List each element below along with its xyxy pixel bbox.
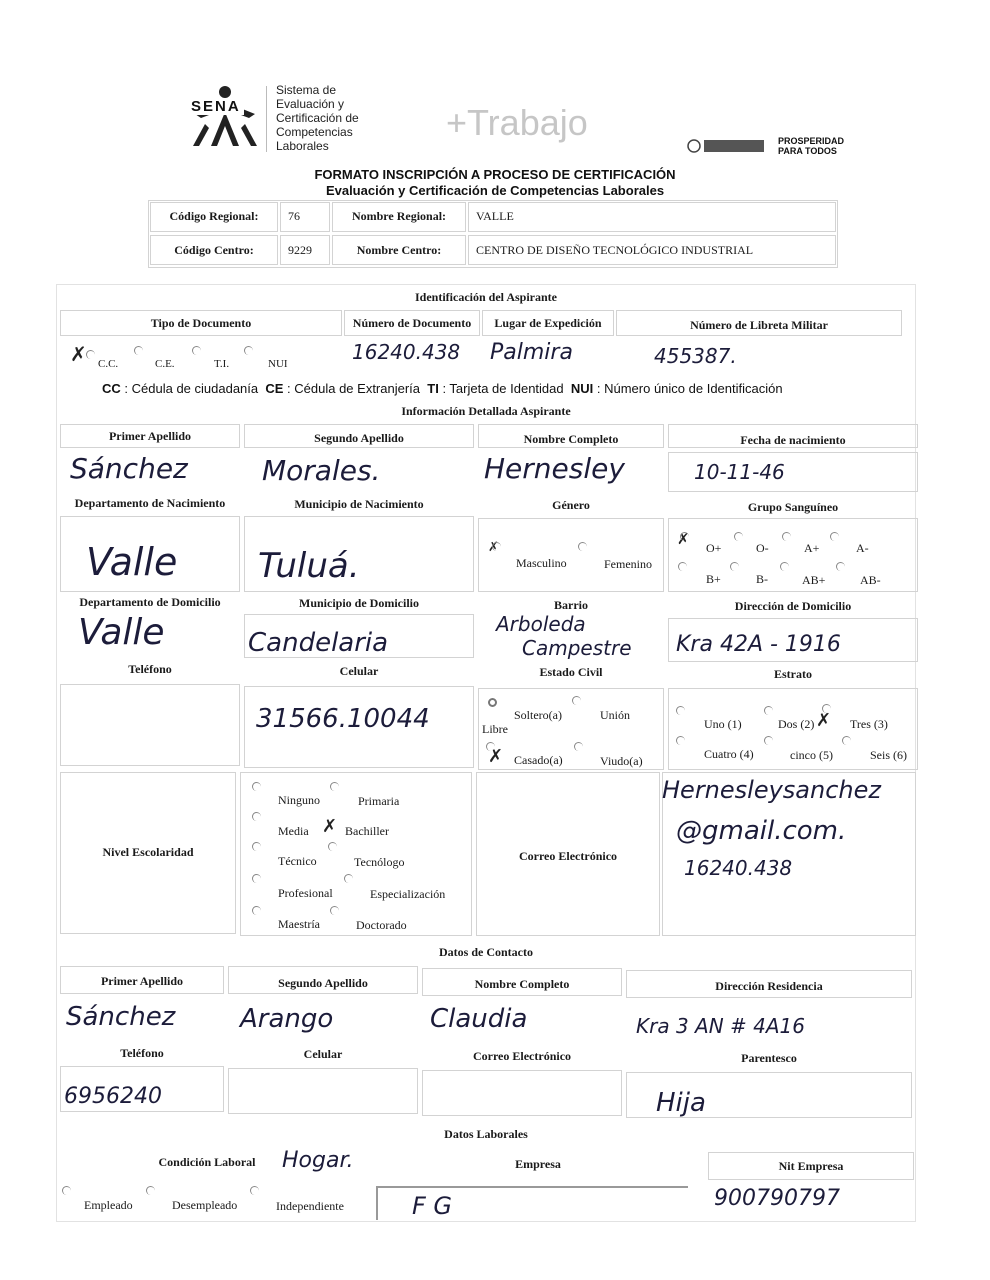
- contacto-segundo-apellido-value: Arango: [240, 1004, 334, 1034]
- sistema-logo-text: [276, 83, 359, 153]
- genero-label: Género: [552, 498, 590, 512]
- depto-nacimiento-label: Departamento de Nacimiento: [74, 496, 226, 510]
- barrio-value-line2: Campestre: [522, 636, 632, 660]
- legend-ti-text: : Tarjeta de Identidad: [442, 381, 564, 396]
- sangre-radio[interactable]: [678, 562, 687, 571]
- checked-mark-icon: ✗: [677, 530, 690, 548]
- laborales-section-title: Datos Laborales: [444, 1127, 528, 1141]
- estado-radio-union[interactable]: [572, 696, 581, 705]
- estado-radio-casado[interactable]: [486, 742, 495, 751]
- depto-nacimiento-value: Valle: [86, 540, 178, 584]
- nombre-centro-value: CENTRO DE DISEÑO TECNOLÓGICO INDUSTRIAL: [476, 243, 754, 257]
- escolaridad-option-label: Doctorado: [356, 918, 407, 932]
- estado-libre-label: Libre: [482, 722, 508, 736]
- nombre-completo-label: Nombre Completo: [523, 432, 619, 446]
- laboral-option-label: Empleado: [84, 1198, 133, 1212]
- codigo-regional-label: Código Regional:: [169, 209, 259, 223]
- codigo-centro-label: Código Centro:: [174, 243, 254, 257]
- estrato-radio[interactable]: [764, 706, 773, 715]
- municipio-nacimiento-value: Tuluá.: [258, 546, 360, 586]
- correo-value-line1: Hernesleysanchez: [662, 776, 881, 804]
- checked-mark-icon: ✗: [488, 540, 499, 555]
- contacto-section-title: Datos de Contacto: [439, 945, 533, 959]
- legend-cc-abbr: CC: [102, 381, 121, 396]
- sistema-line: Sistema de: [276, 83, 337, 97]
- grupo-sanguineo-label: Grupo Sanguíneo: [747, 500, 839, 514]
- estado-casado-label: Casado(a): [514, 753, 563, 767]
- estado-civil-label: Estado Civil: [539, 665, 603, 679]
- legend-ce-text: : Cédula de Extranjería: [287, 381, 421, 396]
- sistema-line: Evaluación y: [276, 97, 345, 111]
- doc-option-label: C.C.: [98, 358, 119, 370]
- identificacion-section-title: Identificación del Aspirante: [414, 290, 557, 304]
- estado-viudo-label: Viudo(a): [600, 754, 643, 768]
- cell: [228, 1068, 418, 1114]
- contacto-telefono-value: 6956240: [64, 1084, 162, 1109]
- sangre-option-label: B-: [756, 572, 768, 586]
- estrato-option-label: Seis (6): [870, 748, 907, 762]
- escolaridad-radio[interactable]: [344, 874, 353, 883]
- empresa-label: Empresa: [515, 1157, 561, 1171]
- checked-mark-icon: ✗: [816, 710, 832, 731]
- sangre-radio[interactable]: [782, 532, 791, 541]
- cell: [60, 684, 240, 766]
- escolaridad-option-label: Especialización: [370, 887, 446, 901]
- primer-apellido-label: Primer Apellido: [108, 429, 192, 443]
- lugar-expedicion-value: Palmira: [490, 340, 573, 365]
- contacto-segundo-apellido-label: Segundo Apellido: [278, 976, 368, 990]
- escolaridad-radio[interactable]: [252, 782, 261, 791]
- sena-logo-text: SENA: [188, 98, 244, 115]
- doc-option-label: C.E.: [155, 358, 175, 370]
- estrato-option-label: Dos (2): [778, 717, 815, 731]
- sangre-option-label: O+: [706, 541, 722, 555]
- genero-option-label: Femenino: [604, 557, 652, 571]
- government-seal: [686, 138, 766, 154]
- escolaridad-radio[interactable]: [252, 842, 261, 851]
- estrato-radio[interactable]: [822, 704, 831, 713]
- numero-documento-value: 16240.438: [352, 340, 461, 364]
- segundo-apellido-label: Segundo Apellido: [314, 431, 404, 445]
- cell: [468, 202, 836, 232]
- condicion-laboral-value: Hogar.: [282, 1148, 354, 1173]
- estrato-option-label: Tres (3): [850, 717, 888, 731]
- form-subtitle: Evaluación y Certificación de Competencias Laborales: [325, 183, 665, 198]
- estrato-radio[interactable]: [764, 736, 773, 745]
- libreta-militar-label: Número de Libreta Militar: [690, 318, 828, 332]
- laboral-option-label: Desempleado: [172, 1198, 238, 1212]
- sangre-option-label: AB-: [860, 573, 881, 587]
- doc-option-label: T.I.: [214, 358, 230, 370]
- contacto-telefono-label: Teléfono: [120, 1046, 164, 1060]
- legend-nui-abbr: NUI: [570, 381, 594, 396]
- laboral-radio-empleado[interactable]: [62, 1186, 71, 1195]
- correo-value-line2: @gmail.com.: [676, 816, 847, 846]
- libreta-militar-value: 455387.: [654, 344, 737, 368]
- escolaridad-radio[interactable]: [252, 874, 261, 883]
- nit-empresa-value: 900790797: [714, 1186, 840, 1211]
- contacto-parentesco-value: Hija: [656, 1088, 706, 1118]
- contacto-direccion-value: Kra 3 AN # 4A16: [636, 1014, 806, 1038]
- genero-radio-masculino[interactable]: [492, 542, 501, 551]
- escolaridad-option-label: Ninguno: [278, 793, 320, 807]
- escolaridad-option-label: Maestría: [278, 917, 320, 931]
- trabajo-logo: +Trabajo: [446, 102, 588, 143]
- escolaridad-option-label: Tecnólogo: [354, 855, 405, 869]
- fecha-nacimiento-label: Fecha de nacimiento: [740, 433, 846, 447]
- escolaridad-option-label: Bachiller: [345, 824, 389, 838]
- detalle-section-title: Información Detallada Aspirante: [401, 404, 571, 418]
- nombre-regional-label: Nombre Regional:: [351, 209, 447, 223]
- checked-mark-icon: ✗: [322, 816, 338, 837]
- doc-radio-cc[interactable]: [86, 350, 95, 359]
- escolaridad-radio[interactable]: [252, 812, 261, 821]
- escolaridad-option-label: Profesional: [278, 886, 333, 900]
- sangre-option-label: A+: [804, 541, 820, 555]
- contacto-direccion-label: Dirección Residencia: [715, 979, 823, 993]
- primer-apellido-value: Sánchez: [70, 452, 188, 485]
- estrato-radio[interactable]: [842, 736, 851, 745]
- municipio-nacimiento-label: Municipio de Nacimiento: [294, 497, 424, 511]
- barrio-value-line1: Arboleda: [496, 612, 586, 636]
- numero-documento-label: Número de Documento: [352, 316, 472, 330]
- sangre-radio[interactable]: [780, 562, 789, 571]
- sangre-radio[interactable]: [830, 532, 839, 541]
- doc-option-label: NUI: [268, 358, 288, 370]
- telefono-label: Teléfono: [128, 662, 172, 676]
- escolaridad-option-label: Media: [278, 824, 309, 838]
- sangre-option-label: AB+: [802, 573, 826, 587]
- legend-nui-text: : Número único de Identificación: [596, 381, 783, 396]
- sangre-radio[interactable]: [734, 532, 743, 541]
- correo-label: Correo Electrónico: [518, 849, 618, 863]
- condicion-laboral-label: Condición Laboral: [158, 1155, 256, 1169]
- estrato-option-label: Uno (1): [704, 717, 742, 731]
- estado-soltero-label: Soltero(a): [514, 708, 562, 722]
- legend-ti-abbr: TI: [427, 381, 439, 396]
- genero-option-label: Masculino: [516, 556, 567, 570]
- segundo-apellido-value: Morales.: [262, 454, 381, 487]
- legend-ce-abbr: CE: [265, 381, 284, 396]
- nombre-centro-label: Nombre Centro:: [356, 243, 442, 257]
- contacto-primer-apellido-value: Sánchez: [66, 1002, 176, 1032]
- sistema-line: Competencias: [276, 125, 353, 139]
- contacto-celular-label: Celular: [303, 1047, 343, 1061]
- escolaridad-radio[interactable]: [252, 906, 261, 915]
- cell: [240, 772, 472, 936]
- legend-cc-text: : Cédula de ciudadanía: [124, 381, 259, 396]
- tipo-documento-label: Tipo de Documento: [150, 316, 252, 330]
- laboral-radio-desempleado[interactable]: [146, 1186, 155, 1195]
- laboral-radio-independiente[interactable]: [250, 1186, 259, 1195]
- nit-empresa-label: Nit Empresa: [778, 1159, 844, 1173]
- estrato-option-label: Cuatro (4): [704, 747, 754, 761]
- cell: [478, 518, 664, 592]
- estrato-radio[interactable]: [676, 736, 685, 745]
- sangre-option-label: A-: [856, 541, 869, 555]
- doc-radio-nui[interactable]: [244, 346, 253, 355]
- direccion-domicilio-label: Dirección de Domicilio: [734, 599, 852, 613]
- sistema-line: Laborales: [276, 139, 329, 153]
- estrato-radio[interactable]: [676, 706, 685, 715]
- empresa-value: F G: [412, 1192, 453, 1220]
- municipio-domicilio-value: Candelaria: [248, 628, 389, 658]
- escolaridad-option-label: Técnico: [278, 854, 317, 868]
- depto-domicilio-value: Valle: [78, 612, 165, 653]
- form-title: FORMATO INSCRIPCIÓN A PROCESO DE CERTIFICACIÓN: [314, 167, 676, 182]
- sangre-option-label: O-: [756, 541, 769, 555]
- celular-label: Celular: [339, 664, 379, 678]
- codigo-centro-value: 9229: [288, 243, 312, 257]
- codigo-regional-value: 76: [288, 209, 300, 223]
- celular-value: 31566.10044: [256, 704, 430, 734]
- barrio-label: Barrio: [554, 598, 588, 612]
- laboral-option-label: Independiente: [276, 1199, 344, 1213]
- nivel-escolaridad-label: Nivel Escolaridad: [102, 845, 194, 859]
- contacto-nombre-completo-value: Claudia: [430, 1004, 528, 1034]
- contacto-parentesco-label: Parentesco: [741, 1051, 797, 1065]
- contacto-primer-apellido-label: Primer Apellido: [100, 974, 184, 988]
- fecha-nacimiento-value: 10-11-46: [694, 460, 785, 484]
- escolaridad-option-label: Primaria: [358, 794, 400, 808]
- sistema-logo-divider: [266, 86, 267, 152]
- sangre-radio[interactable]: [730, 562, 739, 571]
- estado-radio-viudo[interactable]: [574, 742, 583, 751]
- genero-radio-femenino[interactable]: [578, 542, 587, 551]
- sangre-radio[interactable]: [836, 562, 845, 571]
- checked-mark-icon: ✗: [70, 342, 87, 366]
- doc-radio-ti[interactable]: [192, 346, 201, 355]
- document-type-legend: [102, 381, 783, 396]
- sangre-radio[interactable]: [680, 532, 689, 541]
- estado-radio-soltero[interactable]: [488, 698, 497, 707]
- escolaridad-radio[interactable]: [328, 842, 337, 851]
- estado-union-label: Unión: [600, 708, 630, 722]
- escolaridad-radio[interactable]: [330, 906, 339, 915]
- cell: [422, 1070, 622, 1116]
- contacto-nombre-completo-label: Nombre Completo: [474, 977, 570, 991]
- depto-domicilio-label: Departamento de Domicilio: [79, 595, 221, 609]
- contacto-correo-label: Correo Electrónico: [472, 1049, 572, 1063]
- escolaridad-radio[interactable]: [330, 782, 339, 791]
- checked-mark-icon: ✗: [488, 746, 504, 767]
- sistema-line: Certificación de: [276, 111, 359, 125]
- nombre-regional-value: VALLE: [476, 209, 514, 223]
- doc-radio-ce[interactable]: [134, 346, 143, 355]
- sangre-option-label: B+: [706, 572, 721, 586]
- nombre-completo-value: Hernesley: [484, 452, 625, 485]
- correo-value-line3: 16240.438: [684, 856, 793, 880]
- estrato-option-label: cinco (5): [790, 748, 833, 762]
- estrato-label: Estrato: [774, 667, 812, 681]
- lugar-expedicion-label: Lugar de Expedición: [494, 316, 602, 330]
- prosperidad-logo: PROSPERIDAD PARA TODOS: [778, 136, 845, 156]
- direccion-domicilio-value: Kra 42A - 1916: [676, 632, 841, 657]
- sena-logo: [185, 84, 265, 154]
- municipio-domicilio-label: Municipio de Domicilio: [299, 596, 419, 610]
